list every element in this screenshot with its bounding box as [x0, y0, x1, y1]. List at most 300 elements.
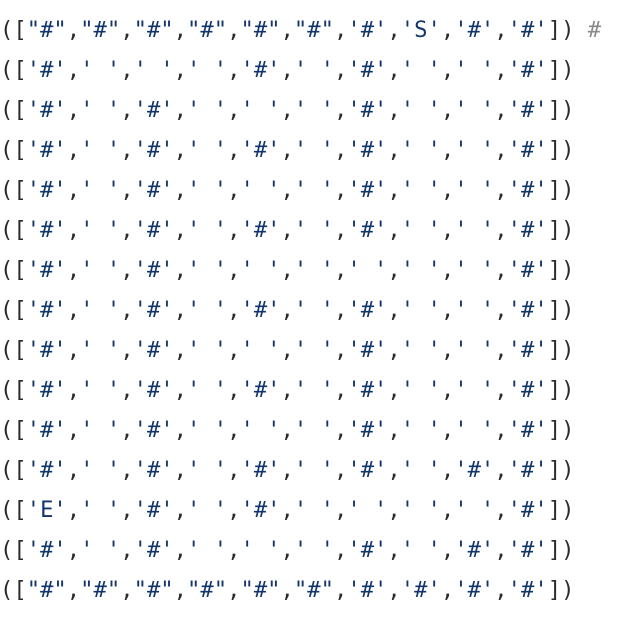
open-bracket: ([	[0, 297, 27, 323]
maze-cell: ' '	[80, 337, 121, 363]
maze-cell: '#'	[133, 457, 174, 483]
maze-cell: '#'	[400, 577, 441, 603]
comma: ,	[280, 137, 294, 163]
maze-cell: ' '	[187, 137, 228, 163]
comma: ,	[66, 137, 81, 163]
maze-cell: ' '	[80, 297, 121, 323]
comma: ,	[387, 257, 401, 283]
maze-cell: ' '	[80, 177, 121, 203]
maze-cell: ' '	[400, 497, 441, 523]
comma: ,	[120, 497, 134, 523]
maze-cell: ' '	[293, 57, 334, 83]
maze-cell: ' '	[187, 257, 228, 283]
comma: ,	[66, 257, 81, 283]
comma: ,	[440, 297, 455, 323]
open-bracket: ([	[0, 257, 27, 283]
comma: ,	[333, 457, 348, 483]
maze-cell: ' '	[400, 297, 441, 323]
maze-cell: '#'	[240, 57, 281, 83]
comma: ,	[120, 297, 134, 323]
comma: ,	[120, 217, 134, 243]
close-bracket: ])	[547, 537, 575, 563]
maze-cell: '#'	[133, 217, 174, 243]
comma: ,	[494, 457, 508, 483]
comma: ,	[227, 57, 241, 83]
maze-cell: ' '	[400, 97, 441, 123]
close-bracket: ])	[547, 337, 575, 363]
maze-cell: '#'	[26, 57, 67, 83]
comma: ,	[173, 577, 188, 603]
maze-cell: ' '	[454, 297, 495, 323]
maze-cell: ' '	[187, 457, 228, 483]
comma: ,	[173, 297, 188, 323]
comma: ,	[494, 137, 508, 163]
comma: ,	[173, 457, 188, 483]
comma: ,	[387, 97, 401, 123]
comma: ,	[280, 177, 294, 203]
maze-cell: '#'	[507, 97, 548, 123]
code-line	[0, 90, 638, 130]
code-line	[0, 570, 638, 610]
comma: ,	[333, 297, 348, 323]
maze-cell: '#'	[507, 457, 548, 483]
maze-cell: ' '	[240, 537, 281, 563]
maze-cell: ' '	[400, 137, 441, 163]
comma: ,	[333, 577, 348, 603]
maze-cell: ' '	[293, 377, 334, 403]
comma: ,	[440, 137, 455, 163]
comma: ,	[333, 377, 348, 403]
maze-cell: '#'	[26, 417, 67, 443]
comma: ,	[494, 217, 508, 243]
maze-cell: "#"	[240, 17, 281, 43]
comma: ,	[494, 17, 508, 43]
maze-cell: '#'	[507, 177, 548, 203]
maze-cell: '#'	[133, 297, 174, 323]
maze-cell: ' '	[454, 177, 495, 203]
comma: ,	[440, 57, 455, 83]
maze-cell: "#"	[80, 577, 121, 603]
comma: ,	[494, 257, 508, 283]
maze-cell: '#'	[507, 137, 548, 163]
maze-cell: '#'	[347, 417, 388, 443]
maze-cell: '#'	[133, 337, 174, 363]
maze-cell: ' '	[187, 337, 228, 363]
comma: ,	[387, 497, 401, 523]
comma: ,	[66, 17, 81, 43]
comma: ,	[227, 457, 241, 483]
maze-cell: '#'	[133, 97, 174, 123]
maze-cell: "#"	[133, 577, 174, 603]
comma: ,	[227, 577, 241, 603]
maze-cell: "#"	[240, 577, 281, 603]
code-line	[0, 10, 638, 50]
open-bracket: ([	[0, 377, 27, 403]
maze-cell: '#'	[26, 297, 67, 323]
comma: ,	[333, 537, 348, 563]
comma: ,	[120, 457, 134, 483]
maze-cell: '#'	[454, 17, 495, 43]
maze-cell: ' '	[80, 497, 121, 523]
maze-cell: '#'	[347, 377, 388, 403]
comma: ,	[173, 337, 188, 363]
comma: ,	[440, 257, 455, 283]
comma: ,	[387, 297, 401, 323]
comma: ,	[227, 537, 241, 563]
maze-cell: ' '	[80, 377, 121, 403]
comma: ,	[494, 57, 508, 83]
maze-cell: ' '	[293, 537, 334, 563]
maze-cell: "#"	[187, 17, 228, 43]
comma: ,	[120, 137, 134, 163]
comma: ,	[280, 537, 294, 563]
comma: ,	[333, 57, 348, 83]
open-bracket: ([	[0, 337, 27, 363]
maze-cell: ' '	[454, 257, 495, 283]
comma: ,	[280, 17, 294, 43]
maze-cell: '#'	[133, 537, 174, 563]
maze-cell: ' '	[347, 257, 388, 283]
comma: ,	[173, 57, 188, 83]
comma: ,	[227, 337, 241, 363]
maze-cell: ' '	[80, 57, 121, 83]
comma: ,	[333, 337, 348, 363]
comma: ,	[173, 257, 188, 283]
comma: ,	[387, 417, 401, 443]
comma: ,	[120, 97, 134, 123]
maze-cell: ' '	[347, 497, 388, 523]
close-bracket: ])	[547, 57, 575, 83]
open-bracket: ([	[0, 457, 27, 483]
comma: ,	[387, 217, 401, 243]
comma: ,	[333, 17, 348, 43]
maze-cell: '#'	[347, 297, 388, 323]
comma: ,	[280, 497, 294, 523]
maze-cell: ' '	[240, 97, 281, 123]
comma: ,	[66, 457, 81, 483]
maze-cell: ' '	[187, 537, 228, 563]
maze-cell: ' '	[293, 97, 334, 123]
maze-cell: "#"	[26, 577, 67, 603]
maze-cell: ' '	[293, 217, 334, 243]
maze-cell: "#"	[80, 17, 121, 43]
comma: ,	[173, 497, 188, 523]
comma: ,	[333, 217, 348, 243]
comma: ,	[120, 17, 134, 43]
comma: ,	[494, 577, 508, 603]
maze-cell: "#"	[293, 577, 334, 603]
comma: ,	[227, 137, 241, 163]
comma: ,	[173, 537, 188, 563]
comma: ,	[494, 497, 508, 523]
maze-cell: ' '	[187, 377, 228, 403]
comma: ,	[333, 177, 348, 203]
comma: ,	[120, 577, 134, 603]
maze-cell: '#'	[507, 17, 548, 43]
maze-cell: '#'	[507, 417, 548, 443]
close-bracket: ])	[547, 297, 575, 323]
code-view	[0, 10, 638, 610]
maze-cell: '#'	[507, 297, 548, 323]
maze-cell: '#'	[133, 257, 174, 283]
maze-cell: ' '	[454, 377, 495, 403]
maze-cell: ' '	[240, 337, 281, 363]
comma: ,	[280, 217, 294, 243]
maze-cell: ' '	[293, 297, 334, 323]
maze-cell: ' '	[80, 257, 121, 283]
comma: ,	[66, 217, 81, 243]
code-line	[0, 530, 638, 570]
comma: ,	[494, 377, 508, 403]
comma: ,	[387, 177, 401, 203]
maze-cell: ' '	[80, 417, 121, 443]
maze-cell: ' '	[400, 217, 441, 243]
comma: ,	[333, 257, 348, 283]
comma: ,	[440, 417, 455, 443]
comma: ,	[280, 577, 294, 603]
comma: ,	[66, 297, 81, 323]
maze-cell: ' '	[80, 137, 121, 163]
maze-cell: ' '	[240, 257, 281, 283]
comma: ,	[120, 417, 134, 443]
maze-cell: ' '	[454, 97, 495, 123]
maze-cell: '#'	[347, 457, 388, 483]
maze-cell: ' '	[400, 337, 441, 363]
maze-cell: '#'	[240, 137, 281, 163]
maze-cell: ' '	[293, 337, 334, 363]
comma: ,	[173, 417, 188, 443]
comma: ,	[280, 417, 294, 443]
comma: ,	[66, 97, 81, 123]
maze-cell: '#'	[240, 457, 281, 483]
maze-cell: '#'	[240, 297, 281, 323]
comma: ,	[173, 17, 188, 43]
comma: ,	[387, 537, 401, 563]
comma: ,	[120, 57, 134, 83]
maze-cell: ' '	[240, 417, 281, 443]
maze-cell: '#'	[507, 577, 548, 603]
comma: ,	[494, 417, 508, 443]
comma: ,	[387, 577, 401, 603]
maze-cell: ' '	[454, 497, 495, 523]
maze-cell: '#'	[26, 137, 67, 163]
comma: ,	[173, 97, 188, 123]
comma: ,	[387, 57, 401, 83]
maze-cell: '#'	[507, 377, 548, 403]
comma: ,	[173, 177, 188, 203]
comma: ,	[387, 17, 401, 43]
maze-cell: ' '	[400, 177, 441, 203]
open-bracket: ([	[0, 497, 27, 523]
maze-cell: ' '	[187, 177, 228, 203]
maze-cell: '#'	[26, 377, 67, 403]
maze-cell: ' '	[400, 417, 441, 443]
close-bracket: ])	[547, 97, 575, 123]
comma: ,	[440, 497, 455, 523]
comma: ,	[440, 537, 455, 563]
open-bracket: ([	[0, 97, 27, 123]
comma: ,	[333, 497, 348, 523]
maze-cell: '#'	[454, 537, 495, 563]
comma: ,	[66, 377, 81, 403]
comma: ,	[227, 17, 241, 43]
maze-cell: ' '	[293, 257, 334, 283]
maze-cell: ' '	[400, 377, 441, 403]
comma: ,	[440, 457, 455, 483]
maze-cell: '#'	[347, 217, 388, 243]
comma: ,	[227, 177, 241, 203]
maze-cell: '#'	[133, 417, 174, 443]
maze-cell: '#'	[347, 537, 388, 563]
maze-cell: '#'	[26, 457, 67, 483]
maze-cell: "#"	[133, 17, 174, 43]
code-line	[0, 50, 638, 90]
maze-cell: ' '	[293, 457, 334, 483]
maze-cell: '#'	[347, 57, 388, 83]
maze-cell: '#'	[26, 537, 67, 563]
code-line	[0, 450, 638, 490]
open-bracket: ([	[0, 177, 27, 203]
comma: ,	[440, 97, 455, 123]
comma: ,	[333, 137, 348, 163]
maze-cell: ' '	[400, 537, 441, 563]
maze-cell: '#'	[133, 177, 174, 203]
comma: ,	[280, 257, 294, 283]
comma: ,	[440, 217, 455, 243]
maze-cell: '#'	[240, 217, 281, 243]
comma: ,	[173, 217, 188, 243]
comma: ,	[280, 57, 294, 83]
maze-cell: ' '	[454, 417, 495, 443]
maze-cell: '#'	[507, 57, 548, 83]
comma: ,	[120, 337, 134, 363]
comma: ,	[387, 377, 401, 403]
close-bracket: ])	[547, 577, 575, 603]
maze-cell: '#'	[26, 97, 67, 123]
maze-cell: ' '	[187, 417, 228, 443]
code-line	[0, 290, 638, 330]
maze-cell: '#'	[133, 497, 174, 523]
code-line	[0, 250, 638, 290]
open-bracket: ([	[0, 137, 27, 163]
maze-cell: '#'	[347, 177, 388, 203]
maze-cell: '#'	[26, 217, 67, 243]
comma: ,	[440, 337, 455, 363]
close-bracket: ])	[547, 457, 575, 483]
maze-cell: '#'	[347, 337, 388, 363]
maze-cell: '#'	[347, 137, 388, 163]
comma: ,	[66, 177, 81, 203]
maze-cell: '#'	[454, 577, 495, 603]
maze-cell: "#"	[26, 17, 67, 43]
comma: ,	[494, 337, 508, 363]
comma: ,	[333, 417, 348, 443]
maze-cell: ' '	[187, 217, 228, 243]
comma: ,	[227, 97, 241, 123]
maze-cell: ' '	[454, 337, 495, 363]
maze-cell: ' '	[187, 297, 228, 323]
comma: ,	[66, 577, 81, 603]
maze-cell: '#'	[240, 377, 281, 403]
close-bracket: ])	[547, 137, 575, 163]
maze-cell: '#'	[507, 537, 548, 563]
maze-cell: '#'	[347, 97, 388, 123]
maze-cell: ' '	[187, 57, 228, 83]
maze-cell: '#'	[240, 497, 281, 523]
maze-cell: ' '	[80, 97, 121, 123]
comma: ,	[227, 297, 241, 323]
maze-cell: ' '	[400, 57, 441, 83]
comma: ,	[66, 57, 81, 83]
comma: ,	[227, 377, 241, 403]
comma: ,	[494, 297, 508, 323]
code-line	[0, 330, 638, 370]
maze-cell: ' '	[293, 497, 334, 523]
comma: ,	[173, 137, 188, 163]
comma: ,	[66, 537, 81, 563]
comma: ,	[280, 97, 294, 123]
maze-cell: ' '	[240, 177, 281, 203]
code-line	[0, 410, 638, 450]
code-line	[0, 370, 638, 410]
maze-cell: 'E'	[26, 497, 67, 523]
comma: ,	[227, 497, 241, 523]
comma: ,	[66, 337, 81, 363]
code-line	[0, 170, 638, 210]
maze-cell: '#'	[133, 137, 174, 163]
comma: ,	[387, 457, 401, 483]
comma: ,	[120, 537, 134, 563]
maze-cell: '#'	[454, 457, 495, 483]
maze-cell: '#'	[133, 377, 174, 403]
maze-cell: ' '	[293, 417, 334, 443]
maze-cell: '#'	[347, 17, 388, 43]
maze-cell: 'S'	[400, 17, 441, 43]
comma: ,	[440, 377, 455, 403]
maze-cell: '#'	[507, 217, 548, 243]
code-line	[0, 490, 638, 530]
maze-cell: '#'	[26, 177, 67, 203]
open-bracket: ([	[0, 537, 27, 563]
comma: ,	[440, 577, 455, 603]
maze-cell: '#'	[507, 337, 548, 363]
maze-cell: ' '	[293, 177, 334, 203]
maze-cell: '#'	[26, 257, 67, 283]
comma: ,	[66, 417, 81, 443]
maze-cell: "#"	[293, 17, 334, 43]
maze-cell: '#'	[507, 497, 548, 523]
comma: ,	[66, 497, 81, 523]
open-bracket: ([	[0, 577, 27, 603]
comma: ,	[387, 337, 401, 363]
comma: ,	[494, 177, 508, 203]
close-bracket: ])	[547, 217, 575, 243]
close-bracket: ])	[547, 377, 575, 403]
maze-cell: '#'	[347, 577, 388, 603]
maze-cell: ' '	[187, 497, 228, 523]
comma: ,	[440, 177, 455, 203]
close-bracket: ])	[547, 417, 575, 443]
comma: ,	[494, 97, 508, 123]
comma: ,	[120, 177, 134, 203]
comma: ,	[120, 377, 134, 403]
trailing-comment: #	[574, 17, 602, 43]
maze-cell: '#'	[26, 337, 67, 363]
maze-cell: ' '	[400, 257, 441, 283]
comma: ,	[387, 137, 401, 163]
maze-cell: ' '	[454, 217, 495, 243]
close-bracket: ])	[547, 177, 575, 203]
